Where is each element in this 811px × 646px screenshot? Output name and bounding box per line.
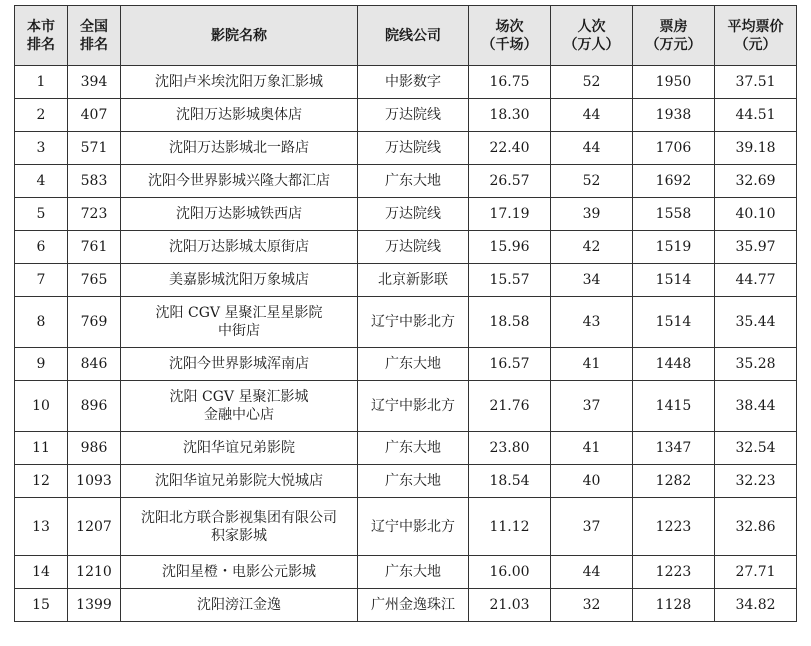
cell-national-rank: 769 xyxy=(68,297,121,348)
cell-national-rank: 1093 xyxy=(68,465,121,498)
cell-cinema-name: 沈阳今世界影城兴隆大都汇店 xyxy=(121,165,358,198)
table-body xyxy=(15,66,797,622)
cell-visitors: 37 xyxy=(551,381,633,432)
cell-shows: 18.54 xyxy=(469,465,551,498)
cell-chain: 北京新影联 xyxy=(358,264,469,297)
table-row xyxy=(15,432,797,465)
cell-shows: 26.57 xyxy=(469,165,551,198)
header-city-rank: 本市 排名 xyxy=(15,6,68,66)
cell-avg-price: 44.51 xyxy=(715,99,797,132)
table-row xyxy=(15,198,797,231)
table-row xyxy=(15,264,797,297)
cell-cinema-name: 沈阳万达影城铁西店 xyxy=(121,198,358,231)
cell-box-office: 1448 xyxy=(633,348,715,381)
cell-shows: 18.30 xyxy=(469,99,551,132)
cell-avg-price: 35.44 xyxy=(715,297,797,348)
cell-shows: 21.76 xyxy=(469,381,551,432)
cell-national-rank: 896 xyxy=(68,381,121,432)
cell-avg-price: 38.44 xyxy=(715,381,797,432)
cell-city-rank: 6 xyxy=(15,231,68,264)
cell-box-office: 1514 xyxy=(633,264,715,297)
cell-visitors: 52 xyxy=(551,165,633,198)
cell-shows: 16.75 xyxy=(469,66,551,99)
cell-visitors: 41 xyxy=(551,432,633,465)
cell-visitors: 39 xyxy=(551,198,633,231)
cell-avg-price: 32.86 xyxy=(715,498,797,556)
table-row xyxy=(15,165,797,198)
cell-visitors: 34 xyxy=(551,264,633,297)
cell-shows: 11.12 xyxy=(469,498,551,556)
cell-national-rank: 1207 xyxy=(68,498,121,556)
cell-chain: 中影数字 xyxy=(358,66,469,99)
cell-chain: 广东大地 xyxy=(358,165,469,198)
cell-chain: 广东大地 xyxy=(358,348,469,381)
cell-city-rank: 2 xyxy=(15,99,68,132)
cell-visitors: 44 xyxy=(551,132,633,165)
cell-city-rank: 14 xyxy=(15,556,68,589)
table-row xyxy=(15,132,797,165)
cell-visitors: 32 xyxy=(551,589,633,622)
cell-cinema-name: 沈阳万达影城奥体店 xyxy=(121,99,358,132)
cell-cinema-name: 沈阳北方联合影视集团有限公司 积家影城 xyxy=(121,498,358,556)
cell-avg-price: 44.77 xyxy=(715,264,797,297)
cell-shows: 16.57 xyxy=(469,348,551,381)
cell-city-rank: 1 xyxy=(15,66,68,99)
cell-cinema-name: 沈阳卢米埃沈阳万象汇影城 xyxy=(121,66,358,99)
cell-avg-price: 34.82 xyxy=(715,589,797,622)
cell-box-office: 1223 xyxy=(633,498,715,556)
cinema-ranking-table xyxy=(14,5,797,622)
header-visitors: 人次 （万人） xyxy=(551,6,633,66)
cell-shows: 15.96 xyxy=(469,231,551,264)
cell-chain: 万达院线 xyxy=(358,198,469,231)
cell-box-office: 1223 xyxy=(633,556,715,589)
cell-avg-price: 35.97 xyxy=(715,231,797,264)
table-row xyxy=(15,465,797,498)
cell-chain: 广东大地 xyxy=(358,556,469,589)
cell-box-office: 1950 xyxy=(633,66,715,99)
cell-city-rank: 13 xyxy=(15,498,68,556)
cell-box-office: 1347 xyxy=(633,432,715,465)
cell-visitors: 44 xyxy=(551,556,633,589)
cell-box-office: 1128 xyxy=(633,589,715,622)
cell-cinema-name: 沈阳万达影城北一路店 xyxy=(121,132,358,165)
cell-visitors: 42 xyxy=(551,231,633,264)
table-row xyxy=(15,297,797,348)
cell-national-rank: 765 xyxy=(68,264,121,297)
cell-shows: 18.58 xyxy=(469,297,551,348)
cell-city-rank: 4 xyxy=(15,165,68,198)
cell-avg-price: 32.69 xyxy=(715,165,797,198)
header-row xyxy=(15,6,797,66)
cell-visitors: 52 xyxy=(551,66,633,99)
cell-visitors: 40 xyxy=(551,465,633,498)
cell-avg-price: 27.71 xyxy=(715,556,797,589)
cell-cinema-name: 沈阳华谊兄弟影院 xyxy=(121,432,358,465)
cell-box-office: 1519 xyxy=(633,231,715,264)
cell-cinema-name: 沈阳华谊兄弟影院大悦城店 xyxy=(121,465,358,498)
cell-avg-price: 35.28 xyxy=(715,348,797,381)
cell-city-rank: 3 xyxy=(15,132,68,165)
cell-chain: 辽宁中影北方 xyxy=(358,297,469,348)
cell-shows: 23.80 xyxy=(469,432,551,465)
cell-city-rank: 5 xyxy=(15,198,68,231)
cell-avg-price: 40.10 xyxy=(715,198,797,231)
cell-avg-price: 37.51 xyxy=(715,66,797,99)
cell-chain: 广州金逸珠江 xyxy=(358,589,469,622)
cell-chain: 广东大地 xyxy=(358,432,469,465)
cell-avg-price: 32.54 xyxy=(715,432,797,465)
cell-city-rank: 15 xyxy=(15,589,68,622)
table-row xyxy=(15,589,797,622)
table-row xyxy=(15,231,797,264)
cell-cinema-name: 美嘉影城沈阳万象城店 xyxy=(121,264,358,297)
cell-avg-price: 32.23 xyxy=(715,465,797,498)
cell-shows: 21.03 xyxy=(469,589,551,622)
cell-shows: 17.19 xyxy=(469,198,551,231)
cell-national-rank: 761 xyxy=(68,231,121,264)
cell-cinema-name: 沈阳星橙・电影公元影城 xyxy=(121,556,358,589)
cell-cinema-name: 沈阳万达影城太原街店 xyxy=(121,231,358,264)
cell-city-rank: 9 xyxy=(15,348,68,381)
cell-chain: 万达院线 xyxy=(358,99,469,132)
table-row xyxy=(15,99,797,132)
cell-national-rank: 407 xyxy=(68,99,121,132)
cell-cinema-name: 沈阳滂江金逸 xyxy=(121,589,358,622)
cell-cinema-name: 沈阳 CGV 星聚汇星星影院 中街店 xyxy=(121,297,358,348)
cell-city-rank: 8 xyxy=(15,297,68,348)
table-row xyxy=(15,381,797,432)
cell-visitors: 37 xyxy=(551,498,633,556)
cell-shows: 16.00 xyxy=(469,556,551,589)
cell-box-office: 1692 xyxy=(633,165,715,198)
cell-shows: 15.57 xyxy=(469,264,551,297)
cell-national-rank: 571 xyxy=(68,132,121,165)
header-box-office: 票房 （万元） xyxy=(633,6,715,66)
cell-chain: 万达院线 xyxy=(358,132,469,165)
table-row xyxy=(15,66,797,99)
header-cinema-name: 影院名称 xyxy=(121,6,358,66)
cell-city-rank: 12 xyxy=(15,465,68,498)
cell-city-rank: 7 xyxy=(15,264,68,297)
cell-cinema-name: 沈阳今世界影城浑南店 xyxy=(121,348,358,381)
cell-shows: 22.40 xyxy=(469,132,551,165)
cell-national-rank: 1210 xyxy=(68,556,121,589)
cell-national-rank: 846 xyxy=(68,348,121,381)
header-shows: 场次 （千场） xyxy=(469,6,551,66)
cell-box-office: 1558 xyxy=(633,198,715,231)
cell-box-office: 1938 xyxy=(633,99,715,132)
cell-visitors: 44 xyxy=(551,99,633,132)
cell-chain: 辽宁中影北方 xyxy=(358,498,469,556)
cell-box-office: 1514 xyxy=(633,297,715,348)
cell-avg-price: 39.18 xyxy=(715,132,797,165)
cell-national-rank: 1399 xyxy=(68,589,121,622)
cell-cinema-name: 沈阳 CGV 星聚汇影城 金融中心店 xyxy=(121,381,358,432)
table-row xyxy=(15,556,797,589)
cell-chain: 万达院线 xyxy=(358,231,469,264)
cell-visitors: 41 xyxy=(551,348,633,381)
cell-visitors: 43 xyxy=(551,297,633,348)
table-row xyxy=(15,348,797,381)
header-avg-price: 平均票价 （元） xyxy=(715,6,797,66)
cell-national-rank: 394 xyxy=(68,66,121,99)
cell-national-rank: 986 xyxy=(68,432,121,465)
cell-city-rank: 10 xyxy=(15,381,68,432)
cell-box-office: 1415 xyxy=(633,381,715,432)
header-national-rank: 全国 排名 xyxy=(68,6,121,66)
cell-city-rank: 11 xyxy=(15,432,68,465)
cell-box-office: 1706 xyxy=(633,132,715,165)
cell-national-rank: 723 xyxy=(68,198,121,231)
cell-box-office: 1282 xyxy=(633,465,715,498)
table-row xyxy=(15,498,797,556)
cell-chain: 广东大地 xyxy=(358,465,469,498)
header-chain: 院线公司 xyxy=(358,6,469,66)
cell-national-rank: 583 xyxy=(68,165,121,198)
cell-chain: 辽宁中影北方 xyxy=(358,381,469,432)
